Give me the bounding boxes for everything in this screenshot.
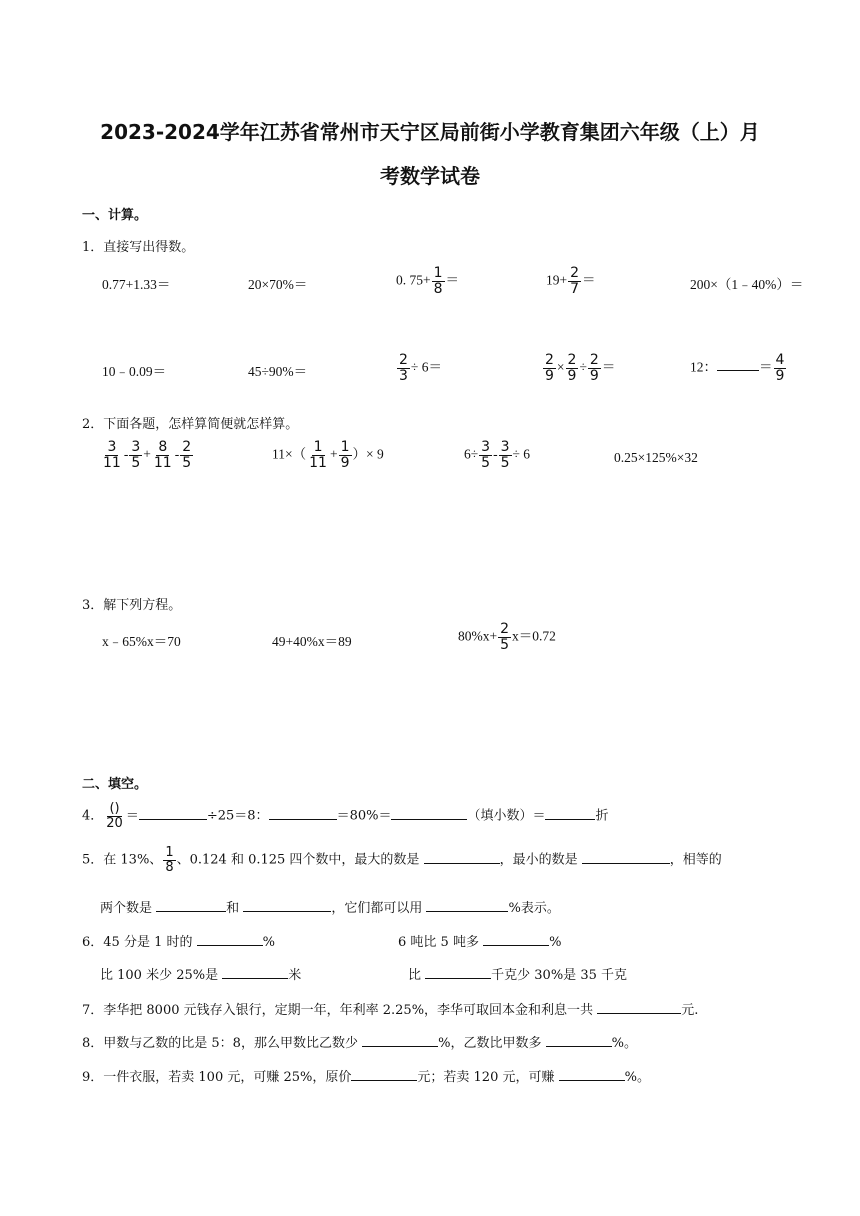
q3-equation-1: x﹣65%x＝70	[102, 634, 181, 649]
q1-item-4: 19+ $\frac{2}{7}$ ＝	[546, 265, 596, 297]
answer-blank[interactable]	[483, 931, 549, 946]
page-title-line2: 考数学试卷	[380, 164, 480, 188]
q1-item-5: 200×（1﹣40%）＝	[690, 277, 804, 292]
answer-blank[interactable]	[425, 964, 491, 979]
section-heading-calc: 一、计算。	[82, 208, 148, 223]
answer-blank[interactable]	[582, 849, 670, 864]
answer-blank[interactable]	[717, 356, 759, 371]
section-heading-fill: 二、填空。	[82, 777, 148, 792]
q1-item-1: 0.77+1.33＝	[102, 277, 171, 292]
q1-item-3: 0. 75+ $\frac{1}{8}$ ＝	[396, 265, 460, 297]
q2-expr-3: 6÷ $\frac{3}{5}$ - $\frac{3}{5}$ ÷ 6	[464, 439, 531, 471]
q3-equation-2: 49+40%x＝89	[272, 634, 352, 649]
question-1-stem: 1．直接写出得数。	[82, 240, 195, 255]
answer-blank[interactable]	[362, 1032, 438, 1047]
answer-blank[interactable]	[559, 1066, 625, 1081]
answer-blank[interactable]	[545, 805, 595, 820]
answer-blank[interactable]	[269, 805, 337, 820]
question-6-d: 比 千克少 30%是 35 千克	[408, 964, 627, 983]
question-3-stem: 3．解下列方程。	[82, 598, 182, 613]
question-8: 8．甲数与乙数的比是 5：8，那么甲数比乙数少 %，乙数比甲数多 %。	[82, 1032, 637, 1051]
question-5-line1: 5．在 13%、 $\frac{1}{8}$ 、0.124 和 0.125 四个数中，最大的数是 ，最小的数是 ，相等的	[82, 845, 722, 875]
question-6-b: 6 吨比 5 吨多 %	[398, 931, 561, 950]
question-5-line2: 两个数是 和 ，它们都可以用 %表示。	[100, 897, 560, 916]
answer-blank[interactable]	[424, 849, 500, 864]
q3-equation-3: 80%x+ $\frac{2}{5}$ x＝0.72	[458, 621, 556, 653]
q1-item-9: $\frac{2}{9}$ × $\frac{2}{9}$ ÷ $\frac{2}{9}$ ＝	[545, 352, 616, 384]
question-7: 7．李华把 8000 元钱存入银行，定期一年，年利率 2.25%，李华可取回本金和利息一共 元.	[82, 999, 698, 1018]
answer-blank[interactable]	[156, 897, 226, 912]
answer-blank[interactable]	[546, 1032, 612, 1047]
q2-expr-2: 11×（ $\frac{1}{11}$ + $\frac{1}{9}$ ）× 9	[272, 439, 384, 471]
answer-blank[interactable]	[139, 805, 207, 820]
question-9: 9．一件衣服，若卖 100 元，可赚 25%，原价 元；若卖 120 元，可赚 %。	[82, 1066, 650, 1085]
question-6-a: 6．45 分是 1 时的 %	[82, 931, 275, 950]
question-2-stem: 2．下面各题，怎样算简便就怎样算。	[82, 417, 299, 432]
q1-item-7: 45÷90%＝	[248, 364, 308, 379]
answer-blank[interactable]	[197, 931, 263, 946]
q1-item-10: 12： ＝ $\frac{4}{9}$	[690, 352, 785, 384]
q2-expr-4: 0.25×125%×32	[614, 450, 698, 465]
page-title-line1: 2023-2024学年江苏省常州市天宁区局前街小学教育集团六年级（上）月	[100, 120, 760, 144]
q1-item-6: 10﹣0.09＝	[102, 364, 167, 379]
question-4: 4． $\frac{()}{20}$ ＝ ÷25＝8： ＝80%＝ （填小数）＝ 折	[82, 801, 609, 831]
q1-item-2: 20×70%＝	[248, 277, 308, 292]
answer-blank[interactable]	[243, 897, 331, 912]
answer-blank[interactable]	[351, 1066, 417, 1081]
question-6-c: 比 100 米少 25%是 米	[100, 964, 301, 983]
answer-blank[interactable]	[426, 897, 508, 912]
answer-blank[interactable]	[391, 805, 467, 820]
q2-expr-1: $\frac{3}{11}$ - $\frac{3}{5}$ + $\frac{8}{11}$ - $\frac{2}{5}$	[103, 439, 192, 471]
q1-item-8: $\frac{2}{3}$ ÷ 6＝	[399, 352, 442, 384]
answer-blank[interactable]	[597, 999, 681, 1014]
answer-blank[interactable]	[222, 964, 288, 979]
